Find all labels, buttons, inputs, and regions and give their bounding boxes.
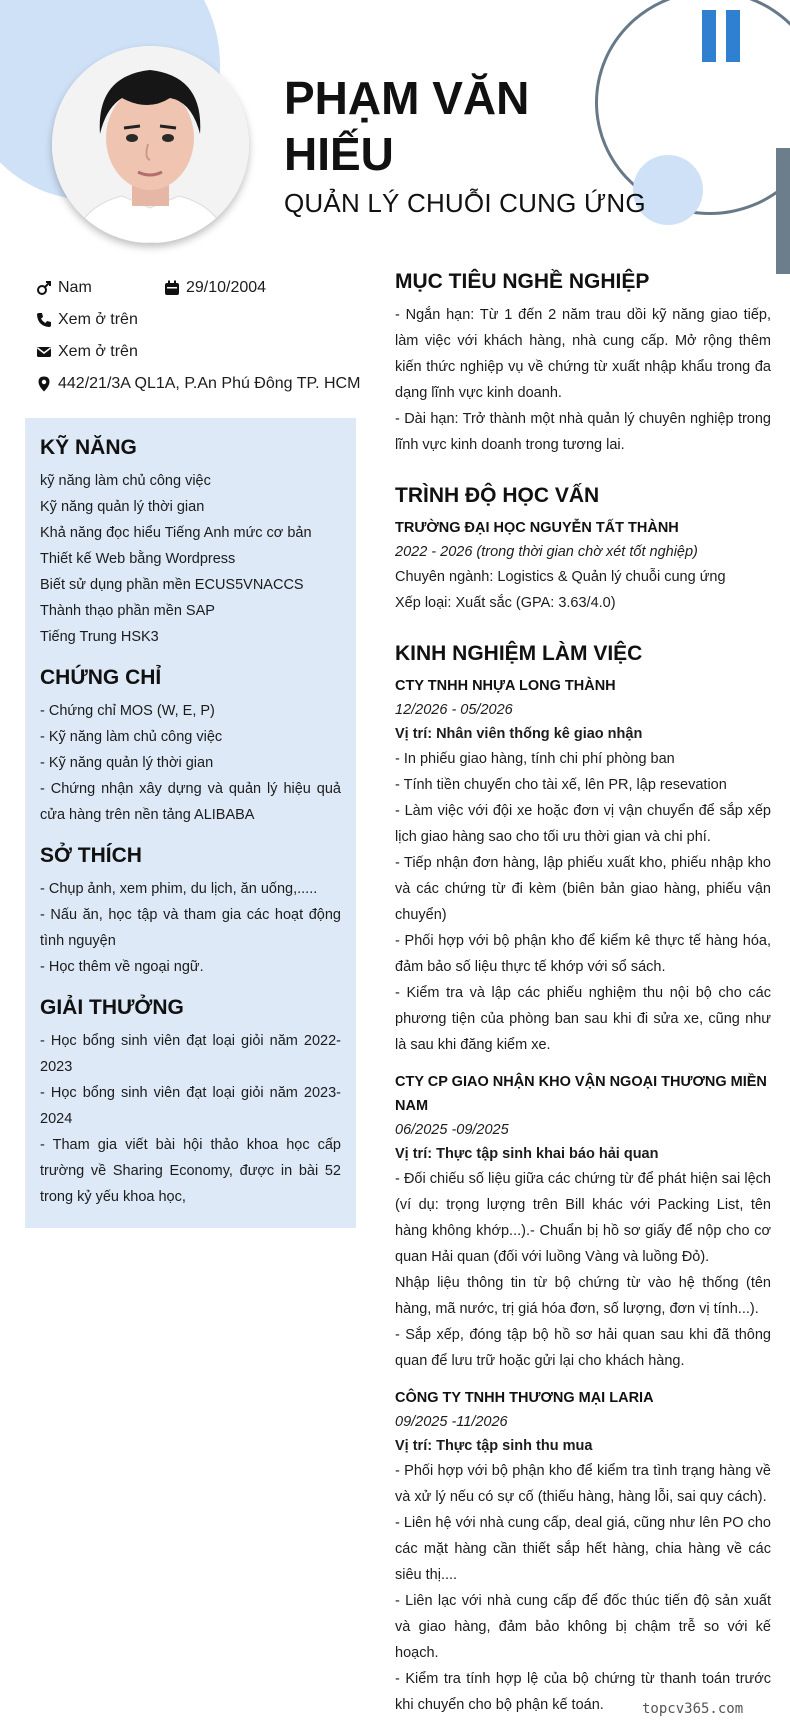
certificate-item: - Chứng chỉ MOS (W, E, P) bbox=[40, 703, 215, 719]
education-grade: Xếp loại: Xuất sắc (GPA: 3.63/4.0) bbox=[395, 595, 616, 611]
objective-short-term: - Ngắn hạn: Từ 1 đến 2 năm trau dồi kỹ năng giao tiếp, làm việc với khách hàng, nhà cung cấp. Mở rộng thêm kiến thức nghiệp vụ về chứng từ xuất nhập khẩu trong đa dạng lĩnh vực kinh doanh. bbox=[395, 307, 771, 401]
email-value: Xem ở trên bbox=[58, 343, 138, 360]
skill-item: Khả năng đọc hiểu Tiếng Anh mức cơ bản bbox=[40, 525, 312, 541]
experience-title: KINH NGHIỆM LÀM VIỆC bbox=[395, 642, 643, 665]
gender-value: Nam bbox=[58, 279, 92, 296]
avatar bbox=[52, 46, 249, 243]
education-period: 2022 - 2026 (trong thời gian chờ xét tốt nghiệp) bbox=[395, 544, 698, 560]
skill-item: Biết sử dụng phần mền ECUS5VNACCS bbox=[40, 577, 304, 593]
certificates-list bbox=[40, 698, 341, 828]
education-major: Chuyên ngành: Logistics & Quản lý chuỗi cung ứng bbox=[395, 569, 726, 585]
gender-icon bbox=[36, 280, 52, 296]
job-task: - Kiểm tra tính hợp lệ của bộ chứng từ thanh toán trước khi chuyển cho bộ phận kế toán. bbox=[395, 1671, 771, 1713]
job-company: CTY TNHH NHỰA LONG THÀNH bbox=[395, 678, 616, 694]
job-company: CTY CP GIAO NHẬN KHO VẬN NGOẠI THƯƠNG MIỀN NAM bbox=[395, 1074, 767, 1114]
hobbies-title: SỞ THÍCH bbox=[40, 844, 142, 867]
location-pin-icon bbox=[36, 376, 52, 392]
award-item: - Học bổng sinh viên đạt loại giỏi năm 2023-2024 bbox=[40, 1085, 341, 1127]
watermark-text: topcv365.com bbox=[642, 1701, 744, 1717]
gender-field bbox=[36, 279, 164, 297]
candidate-name: PHẠM VĂN HIẾU bbox=[284, 72, 530, 180]
email-field bbox=[36, 343, 138, 361]
skills-title: KỸ NĂNG bbox=[40, 436, 137, 459]
portrait-photo bbox=[52, 46, 249, 243]
phone-icon bbox=[36, 312, 52, 328]
envelope-icon bbox=[36, 344, 52, 360]
main-content bbox=[395, 270, 771, 1718]
job-task: - Phối hợp với bộ phận kho để kiểm tra tình trạng hàng về và xử lý nếu có sự cố (thiếu hàng, hàng lỗi, sai quy cách). bbox=[395, 1463, 771, 1505]
skill-item: Thành thạo phần mền SAP bbox=[40, 603, 215, 619]
education-section bbox=[395, 484, 771, 616]
job-task: - Phối hợp với bộ phận kho để kiểm kê thực tế hàng hóa, đảm bảo số liệu thực tế khớp với sổ sách. bbox=[395, 933, 771, 975]
job-task: - Kiểm tra và lập các phiếu nghiệm thu nội bộ cho các phương tiện của phòng ban sau khi đi sửa xe, cũng như là sau khi đăng kiểm xe. bbox=[395, 985, 771, 1053]
hobby-item: - Học thêm về ngoại ngữ. bbox=[40, 959, 204, 975]
calendar-icon bbox=[164, 280, 180, 296]
skill-item: kỹ năng làm chủ công việc bbox=[40, 473, 211, 489]
header-decoration-bar bbox=[702, 10, 716, 62]
hobbies-list bbox=[40, 876, 341, 980]
award-item: - Học bổng sinh viên đạt loại giỏi năm 2022-2023 bbox=[40, 1033, 341, 1075]
certificate-item: - Chứng nhận xây dựng và quản lý hiệu quả cửa hàng trên nền tảng ALIBABA bbox=[40, 781, 341, 823]
education-title: TRÌNH ĐỘ HỌC VẤN bbox=[395, 484, 600, 507]
job-company: CÔNG TY TNHH THƯƠNG MẠI LARIA bbox=[395, 1390, 654, 1406]
certificates-title: CHỨNG CHỈ bbox=[40, 666, 162, 689]
job-period: 12/2026 - 05/2026 bbox=[395, 702, 513, 718]
certificate-item: - Kỹ năng làm chủ công việc bbox=[40, 729, 223, 745]
candidate-role: QUẢN LÝ CHUỖI CUNG ỨNG bbox=[284, 188, 646, 218]
job-position: Vị trí: Nhân viên thống kê giao nhận bbox=[395, 726, 643, 742]
birthday-value: 29/10/2004 bbox=[186, 279, 267, 296]
phone-value: Xem ở trên bbox=[58, 311, 138, 328]
award-item: - Tham gia viết bài hội thảo khoa học cấp trường về Sharing Economy, được in bài 52 trong kỷ yếu khoa học, bbox=[40, 1137, 341, 1205]
job-task: - Tính tiền chuyến cho tài xế, lên PR, lập resevation bbox=[395, 777, 727, 793]
certificate-item: - Kỹ năng quản lý thời gian bbox=[40, 755, 214, 771]
skill-item: Thiết kế Web bằng Wordpress bbox=[40, 551, 236, 567]
job-task: - Liên hệ với nhà cung cấp, deal giá, cũng như lên PO cho các mặt hàng cần thiết sắp hết hàng, chia hàng về các siêu thị.... bbox=[395, 1515, 771, 1583]
objective-long-term: - Dài hạn: Trở thành một nhà quản lý chuyên nghiệp trong lĩnh vực kinh doanh trong tương lai. bbox=[395, 411, 771, 453]
school-name: TRƯỜNG ĐẠI HỌC NGUYỄN TẤT THÀNH bbox=[395, 520, 679, 536]
job-entry bbox=[395, 1386, 771, 1718]
birthday-field bbox=[164, 279, 266, 297]
awards-title: GIẢI THƯỞNG bbox=[40, 996, 184, 1019]
personal-info bbox=[36, 272, 366, 400]
job-task: - Tiếp nhận đơn hàng, lập phiếu xuất kho, phiếu nhập kho và các chứng từ đi kèm (biên bản giao hàng, phiếu vận chuyển) bbox=[395, 855, 771, 923]
address-value: 442/21/3A QL1A, P.An Phú Đông TP. HCM bbox=[58, 375, 361, 392]
phone-field bbox=[36, 311, 138, 329]
side-decoration-bar bbox=[776, 148, 790, 274]
job-task: Nhập liệu thông tin từ bộ chứng từ vào hệ thống (tên hàng, mã nước, trị giá hóa đơn, số lượng, đơn vị tính...). bbox=[395, 1275, 771, 1317]
left-sidebar-panel bbox=[25, 418, 356, 1228]
job-task: - Liên lạc với nhà cung cấp để đốc thúc tiến độ sản xuất và giao hàng, đảm bảo không bị chậm trễ so với kế hoạch. bbox=[395, 1593, 771, 1661]
hobby-item: - Nấu ăn, học tập và tham gia các hoạt động tình nguyện bbox=[40, 907, 341, 949]
header-decoration-bar bbox=[726, 10, 740, 62]
job-position: Vị trí: Thực tập sinh khai báo hải quan bbox=[395, 1146, 659, 1162]
job-entry bbox=[395, 1070, 771, 1374]
job-position: Vị trí: Thực tập sinh thu mua bbox=[395, 1438, 593, 1454]
skills-list bbox=[40, 468, 341, 650]
hobby-item: - Chụp ảnh, xem phim, du lịch, ăn uống,..... bbox=[40, 881, 318, 897]
job-task: - Đối chiếu số liệu giữa các chứng từ để phát hiện sai lệch (ví dụ: trọng lượng trên Bill khác với Packing List, tên hàng không khớp...).- Chuẩn bị hồ sơ giấy để nộp cho cơ quan Hải quan (đối với luồng Vàng và luồng Đỏ). bbox=[395, 1171, 771, 1265]
skill-item: Tiếng Trung HSK3 bbox=[40, 629, 159, 645]
job-task: - Sắp xếp, đóng tập bộ hồ sơ hải quan sau khi đã thông quan để lưu trữ hoặc gửi lại cho khách hàng. bbox=[395, 1327, 771, 1369]
job-period: 06/2025 -09/2025 bbox=[395, 1122, 509, 1138]
address-field bbox=[36, 375, 360, 393]
job-entry bbox=[395, 674, 771, 1058]
objective-title: MỤC TIÊU NGHỀ NGHIỆP bbox=[395, 270, 650, 293]
experience-section bbox=[395, 642, 771, 1718]
job-task: - Làm việc với đội xe hoặc đơn vị vận chuyển để sắp xếp lịch giao hàng sao cho tối ưu thời gian và chi phí. bbox=[395, 803, 771, 845]
objective-section bbox=[395, 270, 771, 458]
skill-item: Kỹ năng quản lý thời gian bbox=[40, 499, 205, 515]
job-task: - In phiếu giao hàng, tính chi phí phòng ban bbox=[395, 751, 675, 767]
awards-list bbox=[40, 1028, 341, 1210]
job-period: 09/2025 -11/2026 bbox=[395, 1414, 508, 1430]
